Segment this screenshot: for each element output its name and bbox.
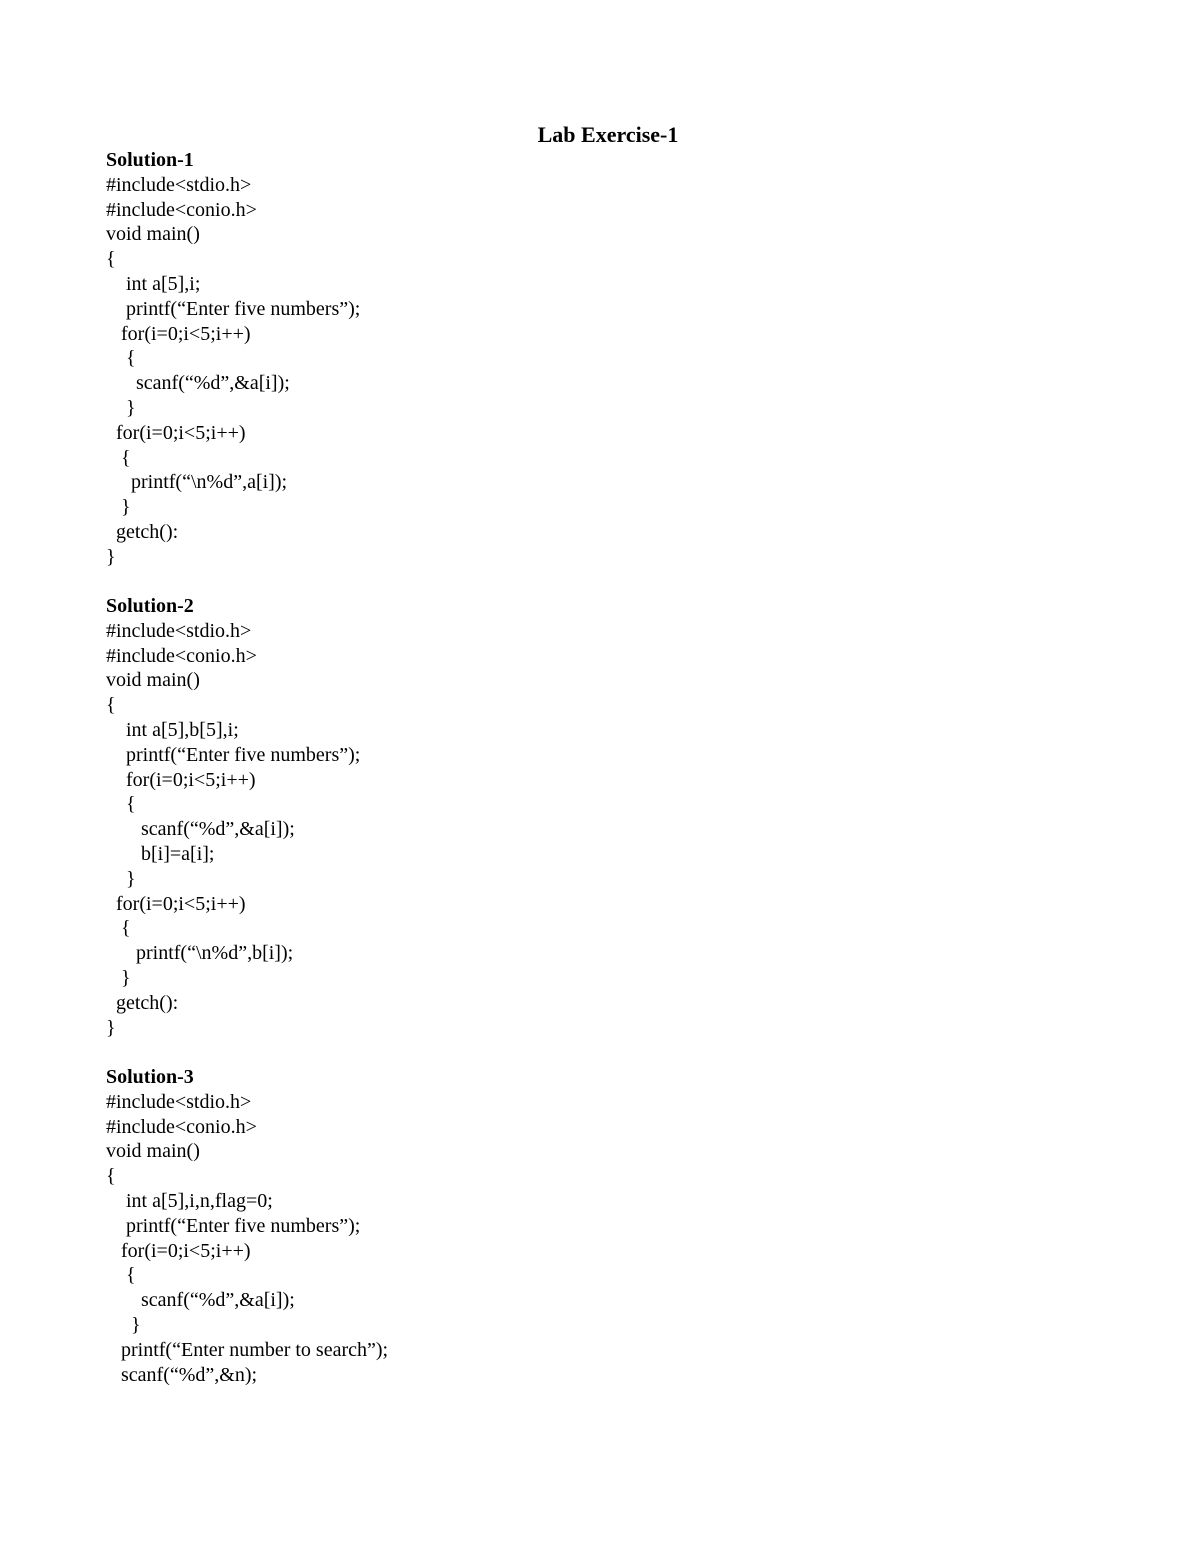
code-line: getch():	[106, 991, 179, 1014]
code-line: #include<stdio.h>	[106, 619, 252, 642]
code-line: printf(“Enter five numbers”);	[106, 1214, 361, 1237]
code-line: }	[106, 1313, 141, 1336]
code-line: printf(“\n%d”,b[i]);	[106, 942, 294, 965]
code-line: #include<stdio.h>	[106, 173, 252, 196]
code-line: {	[106, 446, 131, 469]
code-line: #include<stdio.h>	[106, 1090, 252, 1113]
code-line: b[i]=a[i];	[106, 842, 215, 865]
code-line: {	[106, 793, 136, 816]
code-line: scanf(“%d”,&n);	[106, 1363, 258, 1386]
solution-heading: Solution-3	[106, 1066, 194, 1088]
solution-heading: Solution-1	[106, 149, 194, 171]
code-line: {	[106, 694, 116, 717]
code-line: for(i=0;i<5;i++)	[106, 768, 256, 791]
code-line: printf(“Enter number to search”);	[106, 1338, 389, 1361]
code-line: scanf(“%d”,&a[i]);	[106, 372, 290, 395]
code-line: int a[5],b[5],i;	[106, 718, 239, 741]
code-line: {	[106, 1264, 136, 1287]
code-line: void main()	[106, 669, 200, 692]
code-line: {	[106, 1165, 116, 1188]
code-line: void main()	[106, 223, 200, 246]
code-line: }	[106, 966, 131, 989]
code-line: getch():	[106, 520, 179, 543]
code-line: }	[106, 1016, 116, 1039]
code-line: {	[106, 347, 136, 370]
code-line: #include<conio.h>	[106, 198, 257, 221]
code-line: #include<conio.h>	[106, 644, 257, 667]
code-line: #include<conio.h>	[106, 1115, 257, 1138]
code-line: for(i=0;i<5;i++)	[106, 892, 246, 915]
solution-section	[106, 1065, 806, 1387]
code-block	[106, 173, 806, 570]
code-line: void main()	[106, 1140, 200, 1163]
code-line: scanf(“%d”,&a[i]);	[106, 1289, 295, 1312]
code-line: printf(“Enter five numbers”);	[106, 297, 361, 320]
code-block	[106, 619, 806, 1041]
code-line: }	[106, 545, 116, 568]
solution-section	[106, 148, 806, 570]
code-line: }	[106, 496, 131, 519]
code-line: int a[5],i;	[106, 272, 201, 295]
page-title: Lab Exercise-1	[537, 122, 679, 147]
code-line: {	[106, 248, 116, 271]
code-line: for(i=0;i<5;i++)	[106, 421, 246, 444]
solution-heading: Solution-2	[106, 595, 194, 617]
code-line: int a[5],i,n,flag=0;	[106, 1189, 273, 1212]
code-line: scanf(“%d”,&a[i]);	[106, 818, 295, 841]
code-line: for(i=0;i<5;i++)	[106, 322, 251, 345]
code-line: }	[106, 867, 136, 890]
code-line: {	[106, 917, 131, 940]
code-line: printf(“Enter five numbers”);	[106, 743, 361, 766]
code-block	[106, 1090, 806, 1388]
code-line: for(i=0;i<5;i++)	[106, 1239, 251, 1262]
code-line: }	[106, 396, 136, 419]
solution-section	[106, 594, 806, 1040]
code-line: printf(“\n%d”,a[i]);	[106, 471, 288, 494]
